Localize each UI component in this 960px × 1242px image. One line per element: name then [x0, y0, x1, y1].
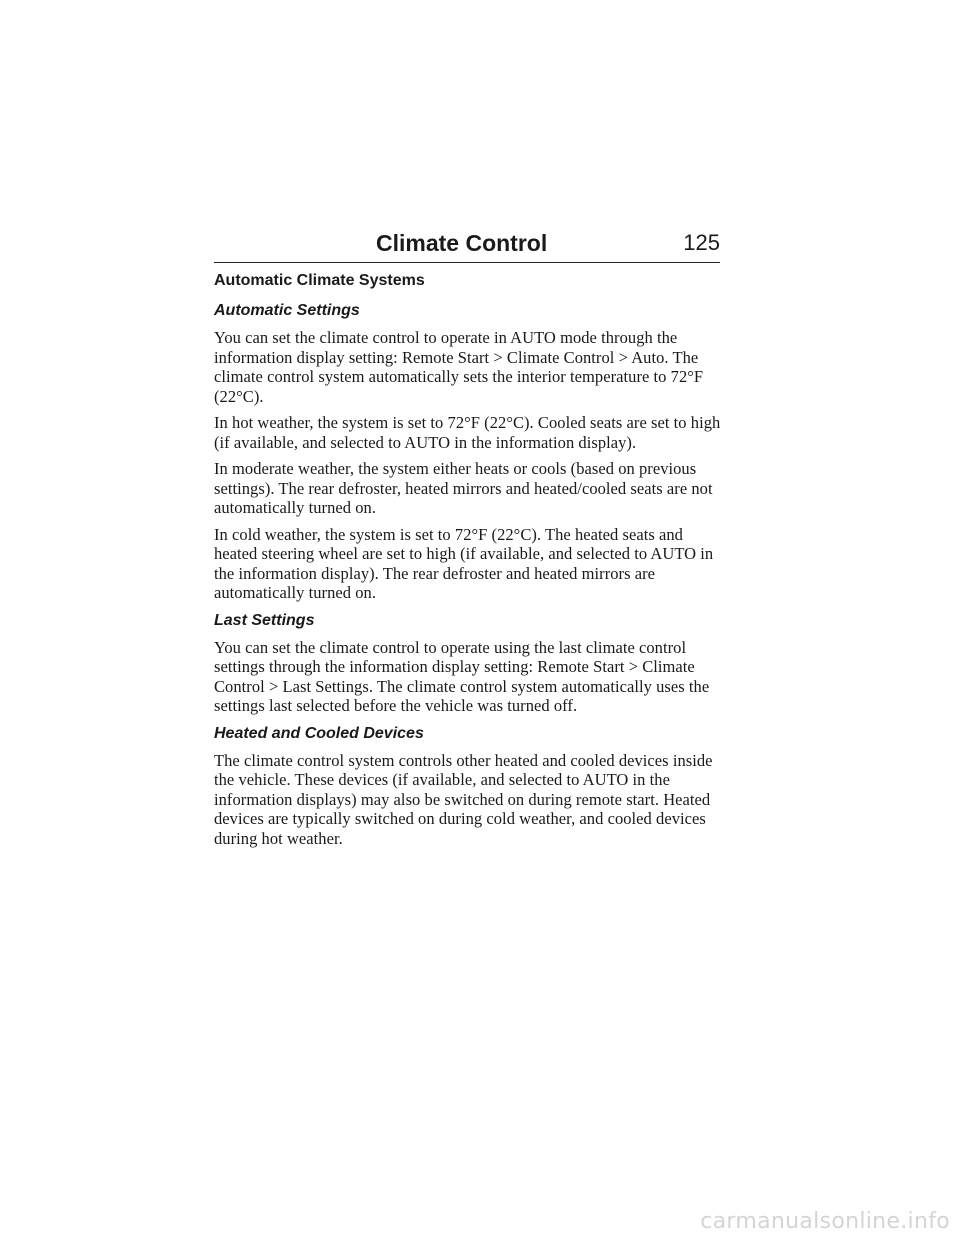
watermark: carmanualsonline.info	[700, 1209, 950, 1234]
page-content	[214, 270, 724, 855]
subheading-last-settings: Last Settings	[214, 611, 315, 629]
subheading-heated-cooled-devices: Heated and Cooled Devices	[214, 724, 424, 742]
paragraph: In moderate weather, the system either heats or cools (based on previous settings). The rear defroster, heated mirrors and heated/cooled seats are not automatically turned on.	[214, 459, 713, 517]
chapter-title: Climate Control	[376, 230, 548, 256]
paragraph: The climate control system controls other heated and cooled devices inside the vehicle. These devices (if available, and selected to AUTO in the information displays) may also be switched on during remote start. Heated devices are typically switched on during cold weather, and cooled devices during hot weather.	[214, 750, 713, 848]
paragraph: In hot weather, the system is set to 72°F (22°C). Cooled seats are set to high (if available, and selected to AUTO in the information display).	[214, 413, 721, 452]
paragraph: In cold weather, the system is set to 72°F (22°C). The heated seats and heated steering wheel are set to high (if available, and selected to AUTO in the information display). The rear defroster and heated mirrors are automatically turned on.	[214, 524, 714, 602]
paragraph: You can set the climate control to operate using the last climate control settings through the information display setting: Remote Start > Climate Control > Last Settings. The climate control system automatically uses the settings last selected before the vehicle was turned off.	[214, 637, 710, 715]
page-header	[214, 228, 720, 263]
paragraph: You can set the climate control to operate in AUTO mode through the information display setting: Remote Start > Climate Control > Auto. The climate control system automatically sets the interior temperature to 72°F (22°C).	[214, 328, 704, 406]
section-heading: Automatic Climate Systems	[214, 272, 425, 289]
page-number: 125	[683, 230, 720, 255]
subheading-automatic-settings: Automatic Settings	[214, 302, 360, 319]
